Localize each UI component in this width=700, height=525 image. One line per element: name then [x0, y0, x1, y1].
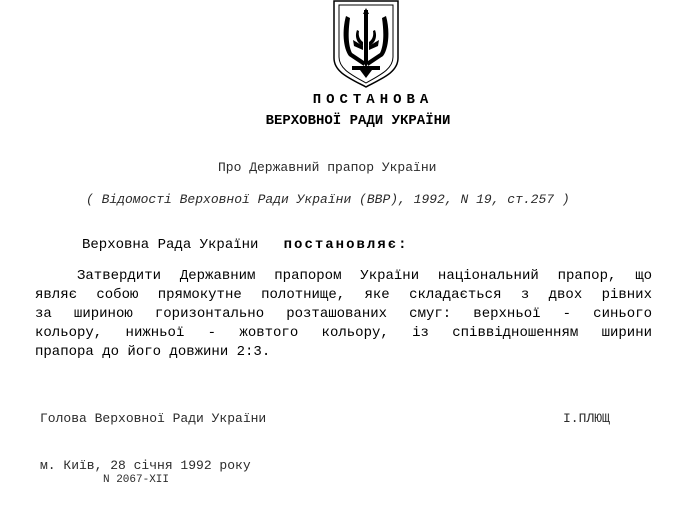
place-and-date: м. Київ, 28 січня 1992 року — [40, 458, 251, 473]
paragraph-line-4: кольору, нижньої - жовтого кольору, із співвідношенням ширини — [35, 325, 652, 341]
signatory-title: Голова Верховної Ради України — [40, 411, 267, 426]
paragraph-line-2: являє собою прямокутне полотнище, яке складається з двох рівних — [35, 287, 652, 303]
resolution-paragraph — [35, 267, 652, 362]
document-title: ПОСТАНОВА — [312, 92, 434, 108]
publication-reference: ( Відомості Верховної Ради України (ВВР), 1992, N 19, ст.257 ) — [86, 192, 570, 207]
paragraph-line-5: прапора до його довжини 2:3. — [35, 344, 271, 360]
document-subject: Про Державний прапор України — [218, 160, 437, 175]
signatory-name: І.ПЛЮЩ — [563, 411, 610, 426]
paragraph-line-3: за шириною горизонтально розташованих смуг: верхньої - синього — [35, 306, 652, 322]
document-issuer: ВЕРХОВНОЇ РАДИ УКРАЇНИ — [265, 113, 451, 129]
enacting-body: Верховна Рада України — [82, 237, 259, 253]
enacting-clause — [82, 237, 408, 253]
document-number: N 2067-XII — [103, 474, 170, 486]
trident-coat-of-arms-icon — [333, 0, 399, 88]
enacting-verb: постановляє: — [283, 237, 409, 253]
paragraph-line-1: Затвердити Державним прапором України національний прапор, що — [77, 268, 652, 284]
